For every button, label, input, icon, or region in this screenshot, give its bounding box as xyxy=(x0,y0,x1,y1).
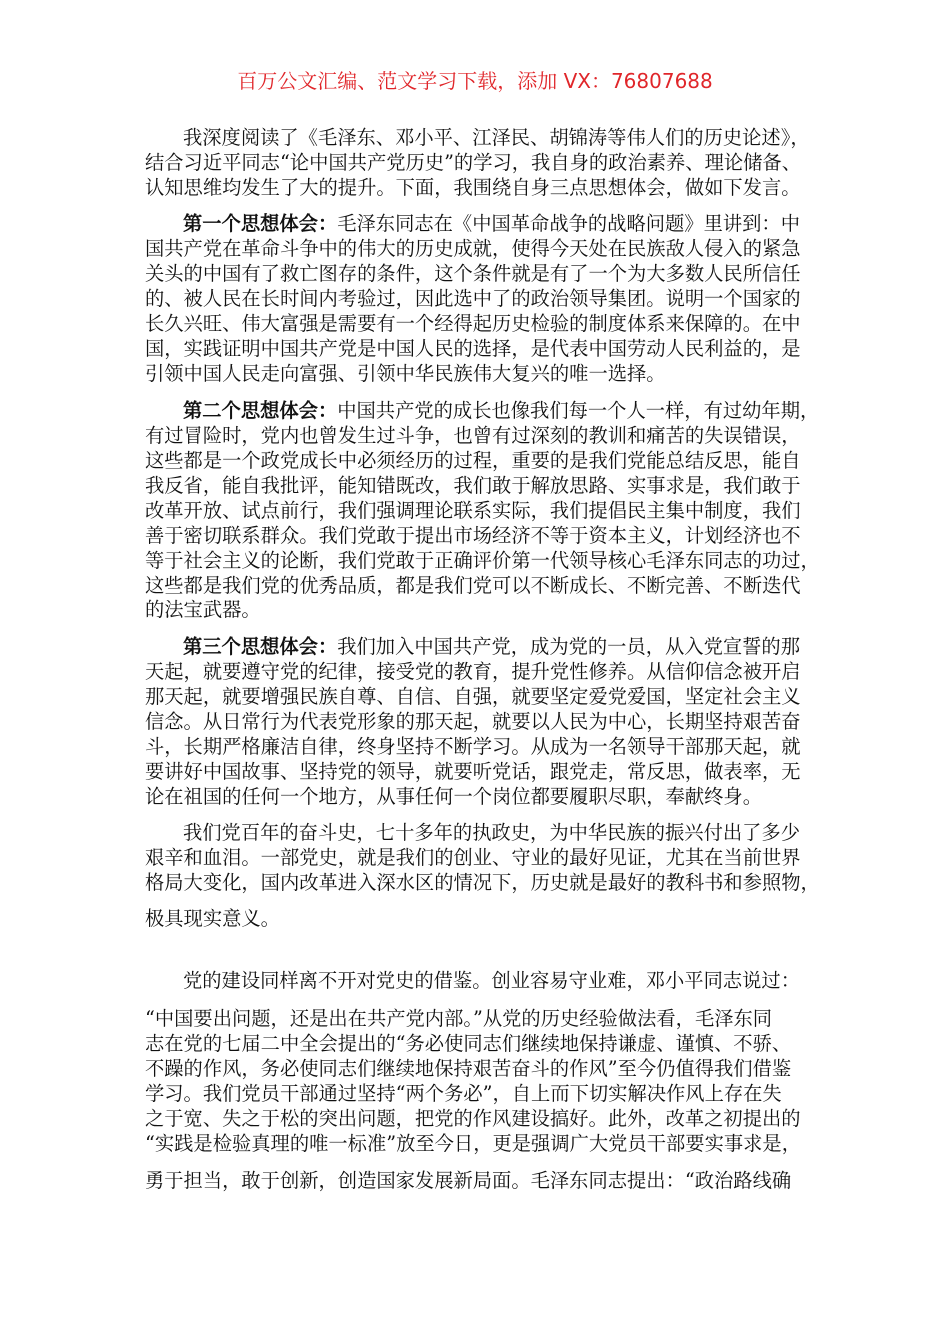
text-line xyxy=(183,212,820,236)
section-label: 第一个思想体会： xyxy=(183,212,338,235)
text-line xyxy=(183,635,820,659)
text-line: 这些都是我们党的优秀品质，都是我们党可以不断成长、不断完善、不断迭代 xyxy=(145,574,801,597)
text-line: 国，实践证明中国共产党是中国人民的选择，是代表中国劳动人民利益的，是 xyxy=(145,337,801,360)
watermark-header: 百万公文汇编、范文学习下载，添加 VX：76807688 xyxy=(237,69,713,93)
text-span: 中国共产党的成长也像我们每一个人一样，有过幼年期， xyxy=(337,399,820,422)
text-line: 极具现实意义。 xyxy=(145,907,280,930)
text-line: “实践是检验真理的唯一标准”放至今日，更是强调广大党员干部要实事求是， xyxy=(145,1132,801,1155)
text-line: 我们党百年的奋斗史，七十多年的执政史，为中华民族的振兴付出了多少 xyxy=(183,821,800,844)
text-line: 党的建设同样离不开对党史的借鉴。创业容易守业难，邓小平同志说过： xyxy=(183,969,800,992)
text-line: 天起，就要遵守党的纪律，接受党的教育，提升党性修养。从信仰信念被开启 xyxy=(145,660,801,683)
text-line: 那天起，就要增强民族自尊、自信、自强，就要坚定爱党爱国，坚定社会主义 xyxy=(145,685,801,708)
text-line: 关头的中国有了救亡图存的条件，这个条件就是有了一个为大多数人民所信任 xyxy=(145,262,801,285)
text-line: 我深度阅读了《毛泽东、邓小平、江泽民、胡锦涛等伟人们的历史论述》， xyxy=(183,126,810,149)
text-line: 斗，长期严格廉洁自律，终身坚持不断学习。从成为一名领导干部那天起，就 xyxy=(145,735,801,758)
section-label: 第二个思想体会： xyxy=(183,399,338,422)
text-line: 等于社会主义的论断，我们党敢于正确评价第一代领导核心毛泽东同志的功过， xyxy=(145,549,820,572)
text-line xyxy=(183,399,820,423)
text-line: 学习。我们党员干部通过坚持“两个务必”，自上而下切实解决作风上存在失 xyxy=(145,1082,782,1105)
text-line: 艰辛和血泪。一部党史，就是我们的创业、守业的最好见证，尤其在当前世界 xyxy=(145,846,801,869)
text-line: 要讲好中国故事、坚持党的领导，就要听党话，跟党走，常反思，做表率，无 xyxy=(145,760,801,783)
text-line: 我反省，能自我批评，能知错既改，我们敢于解放思路、实事求是，我们敢于 xyxy=(145,474,801,497)
section-label: 第三个思想体会： xyxy=(183,635,338,658)
text-line: 有过冒险时，党内也曾发生过斗争，也曾有过深刻的教训和痛苦的失误错误， xyxy=(145,424,801,447)
text-span: 毛泽东同志在《中国革命战争的战略问题》里讲到：中 xyxy=(337,212,800,235)
text-line: 的、被人民在长时间内考验过，因此选中了的政治领导集团。说明一个国家的 xyxy=(145,287,801,310)
text-line: “中国要出问题，还是出在共产党内部。”从党的历史经验做法看，毛泽东同 xyxy=(145,1007,773,1030)
text-line: 认知思维均发生了大的提升。下面，我围绕自身三点思想体会，做如下发言。 xyxy=(145,176,801,199)
text-line: 改革开放、试点前行，我们强调理论联系实际，我们提倡民主集中制度，我们 xyxy=(145,499,801,522)
text-line: 结合习近平同志“论中国共产党历史”的学习，我自身的政治素养、理论储备、 xyxy=(145,151,801,174)
text-line: 勇于担当，敢于创新，创造国家发展新局面。毛泽东同志提出：“政治路线确 xyxy=(145,1169,792,1192)
text-line: 论在祖国的任何一个地方，从事任何一个岗位都要履职尽职，奉献终身。 xyxy=(145,785,762,808)
text-line: 志在党的七届二中全会提出的“务必使同志们继续地保持谦虚、谨慎、不骄、 xyxy=(145,1032,792,1055)
text-line: 这些都是一个政党成长中必须经历的过程，重要的是我们党能总结反思，能自 xyxy=(145,449,801,472)
text-line: 格局大变化，国内改革进入深水区的情况下，历史就是最好的教科书和参照物， xyxy=(145,871,820,894)
text-line: 的法宝武器。 xyxy=(145,598,261,621)
text-span: 我们加入中国共产党，成为党的一员，从入党宣誓的那 xyxy=(337,635,800,658)
text-line: 不躁的作风，务必使同志们继续地保持艰苦奋斗的作风”至今仍值得我们借鉴 xyxy=(145,1057,792,1080)
text-line: 之于宽、失之于松的突出问题，把党的作风建设搞好。此外，改革之初提出的 xyxy=(145,1107,801,1130)
text-line: 长久兴旺、伟大富强是需要有一个经得起历史检验的制度体系来保障的。在中 xyxy=(145,312,801,335)
text-line: 善于密切联系群众。我们党敢于提出市场经济不等于资本主义，计划经济也不 xyxy=(145,524,801,547)
text-line: 信念。从日常行为代表党形象的那天起，就要以人民为中心，长期坚持艰苦奋 xyxy=(145,710,801,733)
text-line: 国共产党在革命斗争中的伟大的历史成就，使得今天处在民族敌人侵入的紧急 xyxy=(145,237,801,260)
text-line: 引领中国人民走向富强、引领中华民族伟大复兴的唯一选择。 xyxy=(145,362,666,385)
